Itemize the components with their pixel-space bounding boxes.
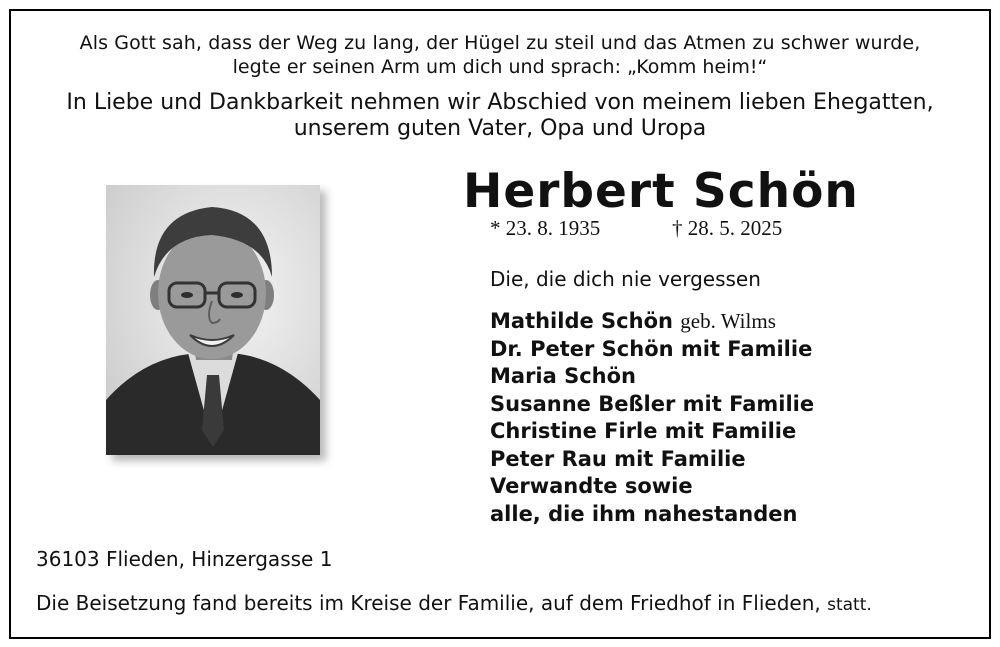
funeral-notice <box>36 591 872 615</box>
mourner-item: Peter Rau mit Familie <box>490 446 746 471</box>
portrait-photo <box>106 185 320 455</box>
mourner-item: alle, die ihm nahestanden <box>490 501 798 526</box>
death-date: † 28. 5. 2025 <box>672 216 783 240</box>
dedication-line-1: In Liebe und Dankbarkeit nehmen wir Abschied von meinem lieben Ehegatten, <box>66 90 934 115</box>
mourner-spouse <box>490 308 814 336</box>
portrait-illustration <box>106 185 320 455</box>
intro-line-1: Als Gott sah, dass der Weg zu lang, der Hügel zu steil und das Atmen zu schwer wurde, <box>79 32 921 54</box>
mourner-item: Susanne Beßler mit Familie <box>490 391 815 416</box>
funeral-notice-text: Die Beisetzung fand bereits im Kreise der Familie, auf dem Friedhof in Flieden, <box>36 591 821 615</box>
family-address: 36103 Flieden, Hinzergasse 1 <box>36 547 333 571</box>
mourner-item: Maria Schön <box>490 364 637 388</box>
birth-date: * 23. 8. 1935 <box>490 216 601 240</box>
intro-line-2: legte er seinen Arm um dich und sprach: „Komm heim!“ <box>232 56 768 78</box>
mourner-item: Dr. Peter Schön mit Familie <box>490 336 813 361</box>
mourner-spouse-maiden-name: geb. Wilms <box>680 309 776 333</box>
mourners-intro: Die, die dich nie vergessen <box>490 267 761 291</box>
funeral-notice-suffix: statt. <box>827 595 872 615</box>
mourner-spouse-name: Mathilde Schön <box>490 309 673 333</box>
mourner-item: Verwandte sowie <box>490 474 693 498</box>
deceased-name: Herbert Schön <box>463 164 859 219</box>
mourner-item: Christine Firle mit Familie <box>490 419 797 443</box>
mourners-list <box>490 308 814 528</box>
dedication-line-2: unserem guten Vater, Opa und Uropa <box>293 116 707 141</box>
